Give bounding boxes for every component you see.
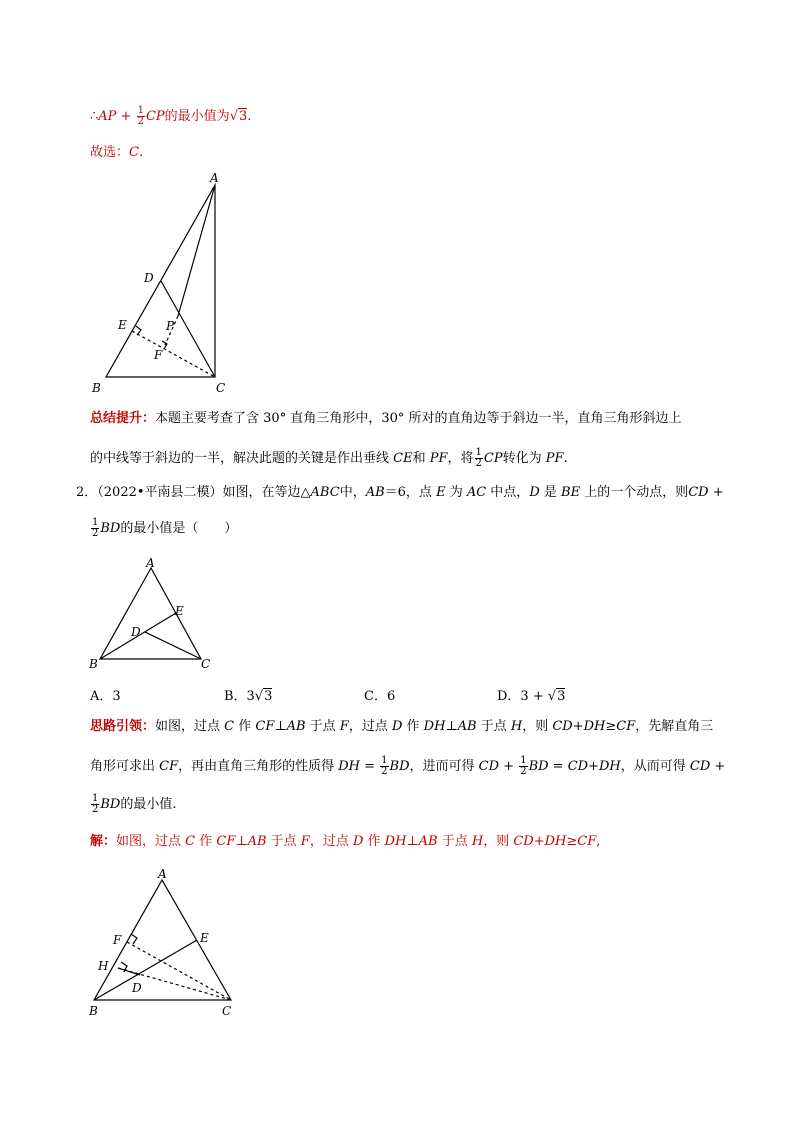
- fig2-label-b: B: [89, 657, 98, 671]
- fig1-label-p: P: [166, 319, 175, 333]
- fig3-label-d: D: [132, 981, 142, 995]
- solution-line: 解：如图，过点 C 作 CF⊥AB 于点 F，过点 D 作 DH⊥AB 于点 H，则 CD+DH≥CF,: [90, 834, 601, 849]
- fig1-label-f: F: [154, 348, 163, 362]
- summary-line-1: 总结提升：本题主要考查了含 30° 直角三角形中，30° 所对的直角边等于斜边一半，直角三角形斜边上: [90, 411, 682, 426]
- fig1-label-c: C: [216, 381, 226, 395]
- term-ap: AP: [98, 109, 117, 124]
- fig3-label-a: A: [158, 867, 167, 881]
- fig3-label-f: F: [113, 933, 122, 947]
- conclusion-line: ∴AP + $\frac{1}{2}$ CP的最小值为√3.: [90, 105, 252, 127]
- solution-label: 解：: [90, 834, 117, 849]
- fig2-label-c: C: [201, 657, 211, 671]
- option-b[interactable]: B．3√3: [224, 689, 273, 704]
- option-a[interactable]: A．3: [90, 689, 121, 704]
- answer-label: 故选：: [90, 145, 130, 160]
- fig1-label-e: E: [118, 318, 127, 332]
- fig3-right-angle-f: [131, 934, 137, 944]
- fig3-label-e: E: [200, 931, 209, 945]
- hint-line-3: $\frac{1}{2}$ BD的最小值.: [92, 793, 177, 815]
- question-source: （2022•平南县二模）: [97, 485, 223, 500]
- option-c[interactable]: C．6: [364, 689, 396, 704]
- fraction-half: $\frac{1}{2}$: [92, 517, 99, 539]
- fraction-half: $\frac{1}{2}$: [92, 793, 99, 815]
- option-d[interactable]: D．3 + √3: [497, 689, 566, 704]
- answer-value: C: [129, 145, 139, 160]
- fig2-label-a: A: [146, 556, 155, 570]
- summary-label: 总结提升：: [90, 411, 156, 426]
- answer-line: 故选：C.: [90, 145, 144, 160]
- fraction-half: $\frac{1}{2}$: [475, 447, 482, 469]
- term-cp: CP: [145, 109, 165, 124]
- sqrt-3: √3: [229, 109, 248, 124]
- fig2-label-e: E: [175, 604, 184, 618]
- conclusion-text: 的最小值为: [164, 109, 230, 124]
- question-2-line-2: $\frac{1}{2}$ BD的最小值是（ ）: [92, 517, 238, 539]
- fig3-segment-dh: [118, 968, 140, 975]
- fig1-label-d: D: [144, 271, 154, 285]
- question-number: 2．: [76, 485, 98, 500]
- therefore-symbol: ∴: [90, 109, 99, 124]
- fraction-half: $\frac{1}{2}$: [137, 105, 144, 127]
- fraction-half: $\frac{1}{2}$: [381, 755, 388, 777]
- fig3-label-c: C: [222, 1004, 232, 1018]
- fraction-half: $\frac{1}{2}$: [520, 755, 527, 777]
- fig3-segment-be: [94, 940, 197, 1000]
- hint-label: 思路引领：: [90, 719, 156, 734]
- hint-line-1: 思路引领：如图，过点 C 作 CF⊥AB 于点 F，过点 D 作 DH⊥AB 于点 H，则 CD+DH≥CF，先解直角三: [90, 719, 714, 734]
- question-2-line-1: 2．（2022•平南县二模）如图，在等边△ABC中，AB＝6，点 E 为 AC 中点，D 是 BE 上的一个动点，则CD +: [76, 485, 724, 500]
- plus-sign: +: [116, 109, 136, 124]
- hint-line-2: 角形可求出 CF，再由直角三角形的性质得 DH = $\frac{1}{2}$ BD，进而可得 CD + $\frac{1}{2}$ BD = CD+DH，从而可得 CD +: [90, 755, 726, 777]
- fig3-label-b: B: [89, 1004, 98, 1018]
- fig3-label-h: H: [98, 959, 109, 973]
- fig2-label-d: D: [131, 625, 141, 639]
- fig1-label-a: A: [210, 171, 219, 185]
- sqrt-3: √3: [547, 689, 566, 704]
- summary-line-2: 的中线等于斜边的一半，解决此题的关键是作出垂线 CE和 PF，将 $\frac{1}{2}$ CP转化为 PF.: [90, 447, 568, 469]
- fig1-label-b: B: [92, 381, 101, 395]
- sqrt-3: √3: [254, 689, 273, 704]
